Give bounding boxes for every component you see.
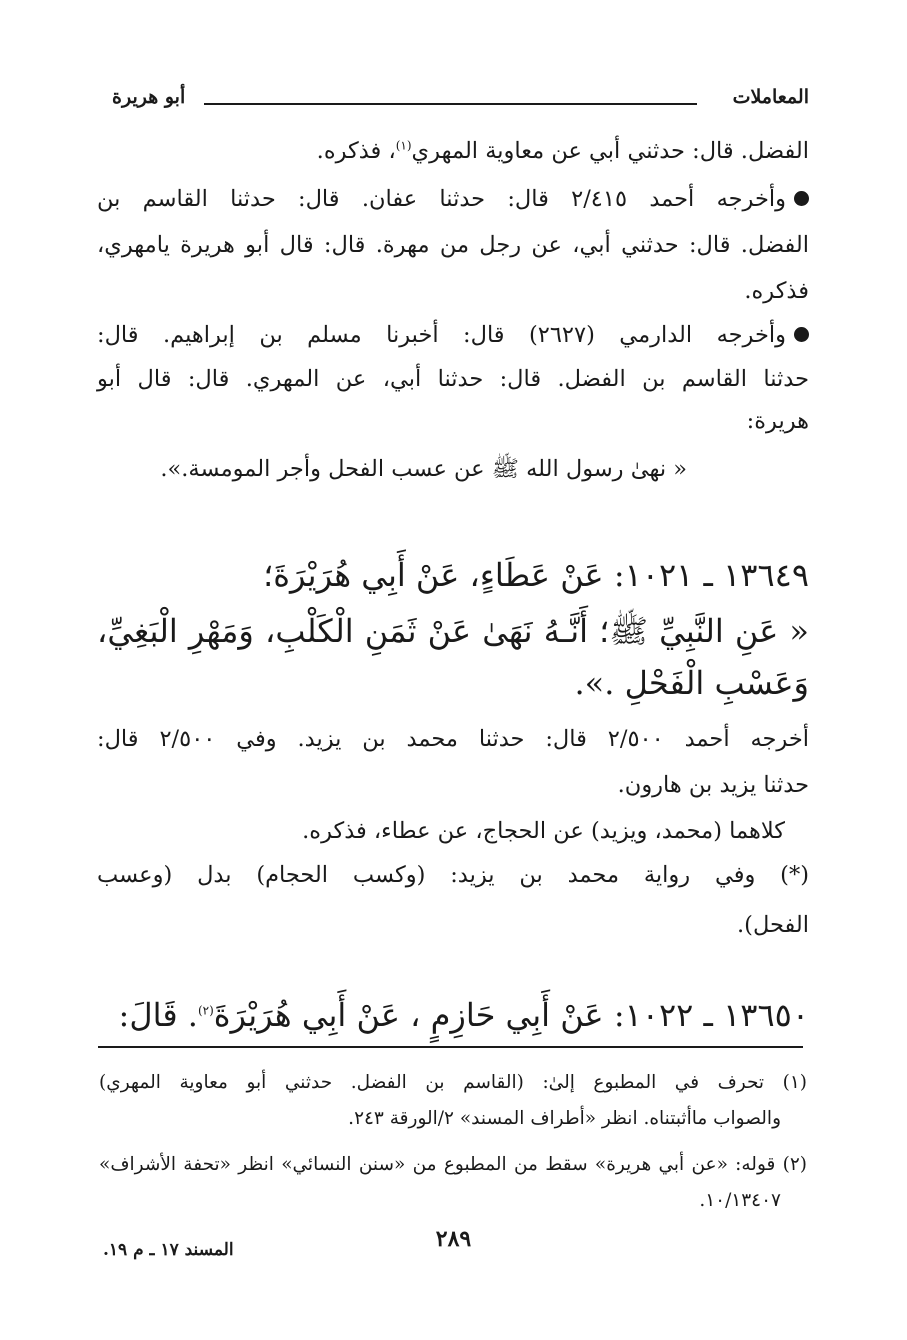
running-header — [112, 86, 809, 116]
hadith-text-line: وَعَسْبِ الْفَحْلِ .». — [574, 664, 809, 702]
paragraph-line: حدثنا القاسم بن الفضل. قال: حدثنا أبي، عن المهري. قال: قال أبو — [97, 366, 809, 392]
footnote-2-line: (٢) قوله: «عن أبي هريرة» سقط من المطبوع من «سنن النسائي» انظر «تحفة الأشراف» — [99, 1154, 807, 1175]
paragraph-line: هريرة: — [746, 408, 809, 434]
paragraph-line: (*) وفي رواية محمد بن يزيد: (وكسب الحجام) بدل (وعسب — [97, 862, 809, 888]
bullet-icon — [794, 327, 809, 342]
text-run: وأخرجه أحمد ٢/٤١٥ قال: حدثنا عفان. قال: حدثنا القاسم بن — [97, 186, 786, 212]
bullet-icon — [794, 191, 809, 206]
paragraph-line: فذكره. — [744, 278, 809, 304]
hadith-heading-13649: ١٣٦٤٩ ـ ١٠٢١: عَنْ عَطَاءٍ، عَنْ أَبِي هُرَيْرَةَ؛ — [263, 556, 809, 594]
header-rule — [204, 103, 697, 105]
footnote-ref-2: (٢) — [197, 1003, 214, 1018]
paragraph-line: الفحل). — [737, 912, 809, 938]
paragraph-line: كلاهما (محمد، ويزيد) عن الحجاج، عن عطاء، فذكره. — [302, 818, 785, 844]
footnote-ref-1: (١) — [395, 138, 412, 153]
text-run: ، فذكره. — [316, 138, 396, 164]
hadith-heading-13650 — [97, 992, 809, 1038]
footnote-1-line: (١) تحرف في المطبوع إلىٰ: (القاسم بن الفضل. حدثني أبو معاوية المهري) — [99, 1072, 807, 1093]
hadith-text-line: « عَنِ النَّبِيِّ ﷺ؛ أَنَّـهُ نَهَىٰ عَنْ ثَمَنِ الْكَلْبِ، وَمَهْرِ الْبَغِيِّ، — [97, 612, 809, 650]
paragraph-line: حدثنا يزيد بن هارون. — [617, 772, 809, 798]
hadith-quote: « نهىٰ رسول الله ﷺ عن عسب الفحل وأجر المومسة.». — [160, 456, 687, 482]
page-number: ٢٨٩ — [435, 1226, 472, 1252]
text-run: ١٣٦٥٠ ـ ١٠٢٢: عَنْ أَبِي حَازِمٍ ، عَنْ أَبِي هُرَيْرَةَ — [213, 996, 809, 1034]
header-chapter-title: المعاملات — [732, 86, 809, 108]
footnote-rule — [98, 1046, 803, 1048]
paragraph-line: الفضل. قال: حدثني أبي، عن رجل من مهرة. قال: قال أبو هريرة يامهري، — [97, 232, 809, 258]
text-run: . قَالَ: — [118, 996, 198, 1034]
paragraph-line: أخرجه أحمد ٢/٥٠٠ قال: حدثنا محمد بن يزيد. وفي ٢/٥٠٠ قال: — [97, 726, 809, 752]
paragraph-line — [97, 182, 809, 216]
paragraph-line — [97, 318, 809, 352]
paragraph-continuation — [97, 134, 809, 168]
volume-signature: المسند ١٧ ـ م ١٩. — [103, 1240, 234, 1260]
header-narrator-name: أبو هريرة — [112, 86, 186, 108]
text-run: الفضل. قال: حدثني أبي عن معاوية المهري — [411, 138, 809, 164]
footnote-2-line: ١٠/١٣٤٠٧. — [699, 1190, 781, 1211]
footnote-1-line: والصواب ماأثبتناه. انظر «أطراف المسند» ٢/الورقة ٢٤٣. — [348, 1108, 781, 1129]
text-run: وأخرجه الدارمي (٢٦٢٧) قال: أخبرنا مسلم بن إبراهيم. قال: — [97, 322, 786, 348]
